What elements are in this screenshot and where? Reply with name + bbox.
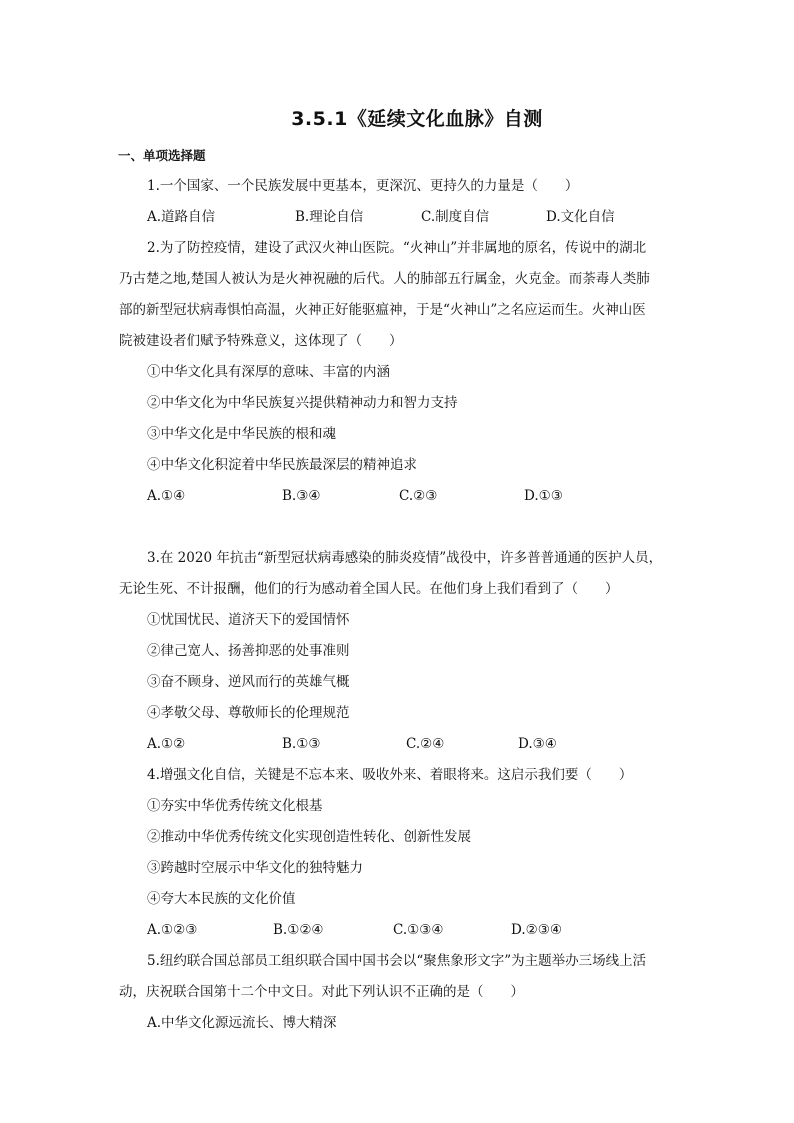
section-heading: 一、单项选择题: [118, 148, 206, 163]
document-title: 3.5.1《延续文化血脉》自测: [291, 108, 543, 130]
question-4-option-a: A.①②③: [147, 922, 198, 938]
question-2-option-a: A.①④: [147, 488, 186, 504]
question-3-stem-line-2: 无论生死、不计报酬，他们的行为感动着全国人民。在他们身上我们看到了（ ）: [119, 581, 619, 597]
question-3-stem-line-1: 3.在 2020 年抗击“新型冠状病毒感染的肺炎疫情”战役中，许多普普通通的医护人员，: [147, 550, 663, 566]
question-3-option-d: D.③④: [518, 736, 557, 752]
question-2-option-c: C.②③: [399, 488, 438, 504]
question-4-item-2: ②推动中华优秀传统文化实现创造性转化、创新性发展: [147, 829, 471, 845]
question-1-option-c: C.制度自信: [421, 209, 490, 225]
question-1-option-b: B.理论自信: [295, 209, 364, 225]
question-2-item-1: ①中华文化具有深厚的意味、丰富的内涵: [147, 364, 390, 380]
question-2-item-3: ③中华文化是中华民族的根和魂: [147, 426, 336, 442]
question-5-stem-line-1: 5.纽约联合国总部员工组织联合国中国书会以“聚焦象形文字”为主题举办三场线上活: [147, 953, 647, 969]
question-2-option-b: B.③④: [282, 488, 321, 504]
question-4-option-b: B.①②④: [273, 922, 324, 938]
question-4-item-3: ③跨越时空展示中华文化的独特魅力: [147, 860, 363, 876]
question-1-option-d: D.文化自信: [546, 209, 615, 225]
question-2-item-2: ②中华文化为中华民族复兴提供精神动力和智力支持: [147, 395, 458, 411]
question-4-option-c: C.①③④: [393, 922, 444, 938]
question-4-option-d: D.②③④: [511, 922, 562, 938]
question-2-stem-line-2: 乃古楚之地,楚国人被认为是火神祝融的后代。人的肺部五行属金，火克金。而荼毒人类肺: [119, 271, 650, 287]
question-3-item-1: ①忧国忧民、道济天下的爱国情怀: [147, 612, 350, 628]
question-3-item-3: ③奋不顾身、逆风而行的英雄气概: [147, 674, 350, 690]
question-3-option-b: B.①③: [282, 736, 321, 752]
question-4-item-4: ④夸大本民族的文化价值: [147, 891, 296, 907]
question-5-option-a: A.中华文化源远流长、博大精深: [147, 1015, 337, 1031]
question-1-option-a: A.道路自信: [147, 209, 216, 225]
question-3-item-4: ④孝敬父母、尊敬师长的伦理规范: [147, 705, 350, 721]
question-3-option-a: A.①②: [147, 736, 186, 752]
question-2-option-d: D.①③: [524, 488, 563, 504]
question-4-item-1: ①夯实中华优秀传统文化根基: [147, 798, 323, 814]
question-3-item-2: ②律己宽人、扬善抑恶的处事准则: [147, 643, 350, 659]
question-3-option-c: C.②④: [406, 736, 445, 752]
question-4-stem: 4.增强文化自信，关键是不忘本来、吸收外来、着眼将来。这启示我们要（ ）: [147, 767, 633, 783]
question-2-stem-line-1: 2.为了防控疫情，建设了武汉火神山医院。“火神山”并非属地的原名，传说中的湖北: [147, 240, 647, 256]
question-2-stem-line-3: 部的新型冠状病毒惧怕高温，火神正好能驱瘟神，于是“火神山”之名应运而生。火神山医: [119, 302, 646, 318]
question-2-item-4: ④中华文化积淀着中华民族最深层的精神追求: [147, 457, 417, 473]
question-2-stem-line-4: 院被建设者们赋予特殊意义，这体现了（ ）: [119, 333, 403, 349]
question-1-stem: 1.一个国家、一个民族发展中更基本，更深沉、更持久的力量是（ ）: [147, 178, 579, 194]
question-5-stem-line-2: 动，庆祝联合国第十二个中文日。对此下列认识不正确的是（ ）: [119, 984, 524, 1000]
